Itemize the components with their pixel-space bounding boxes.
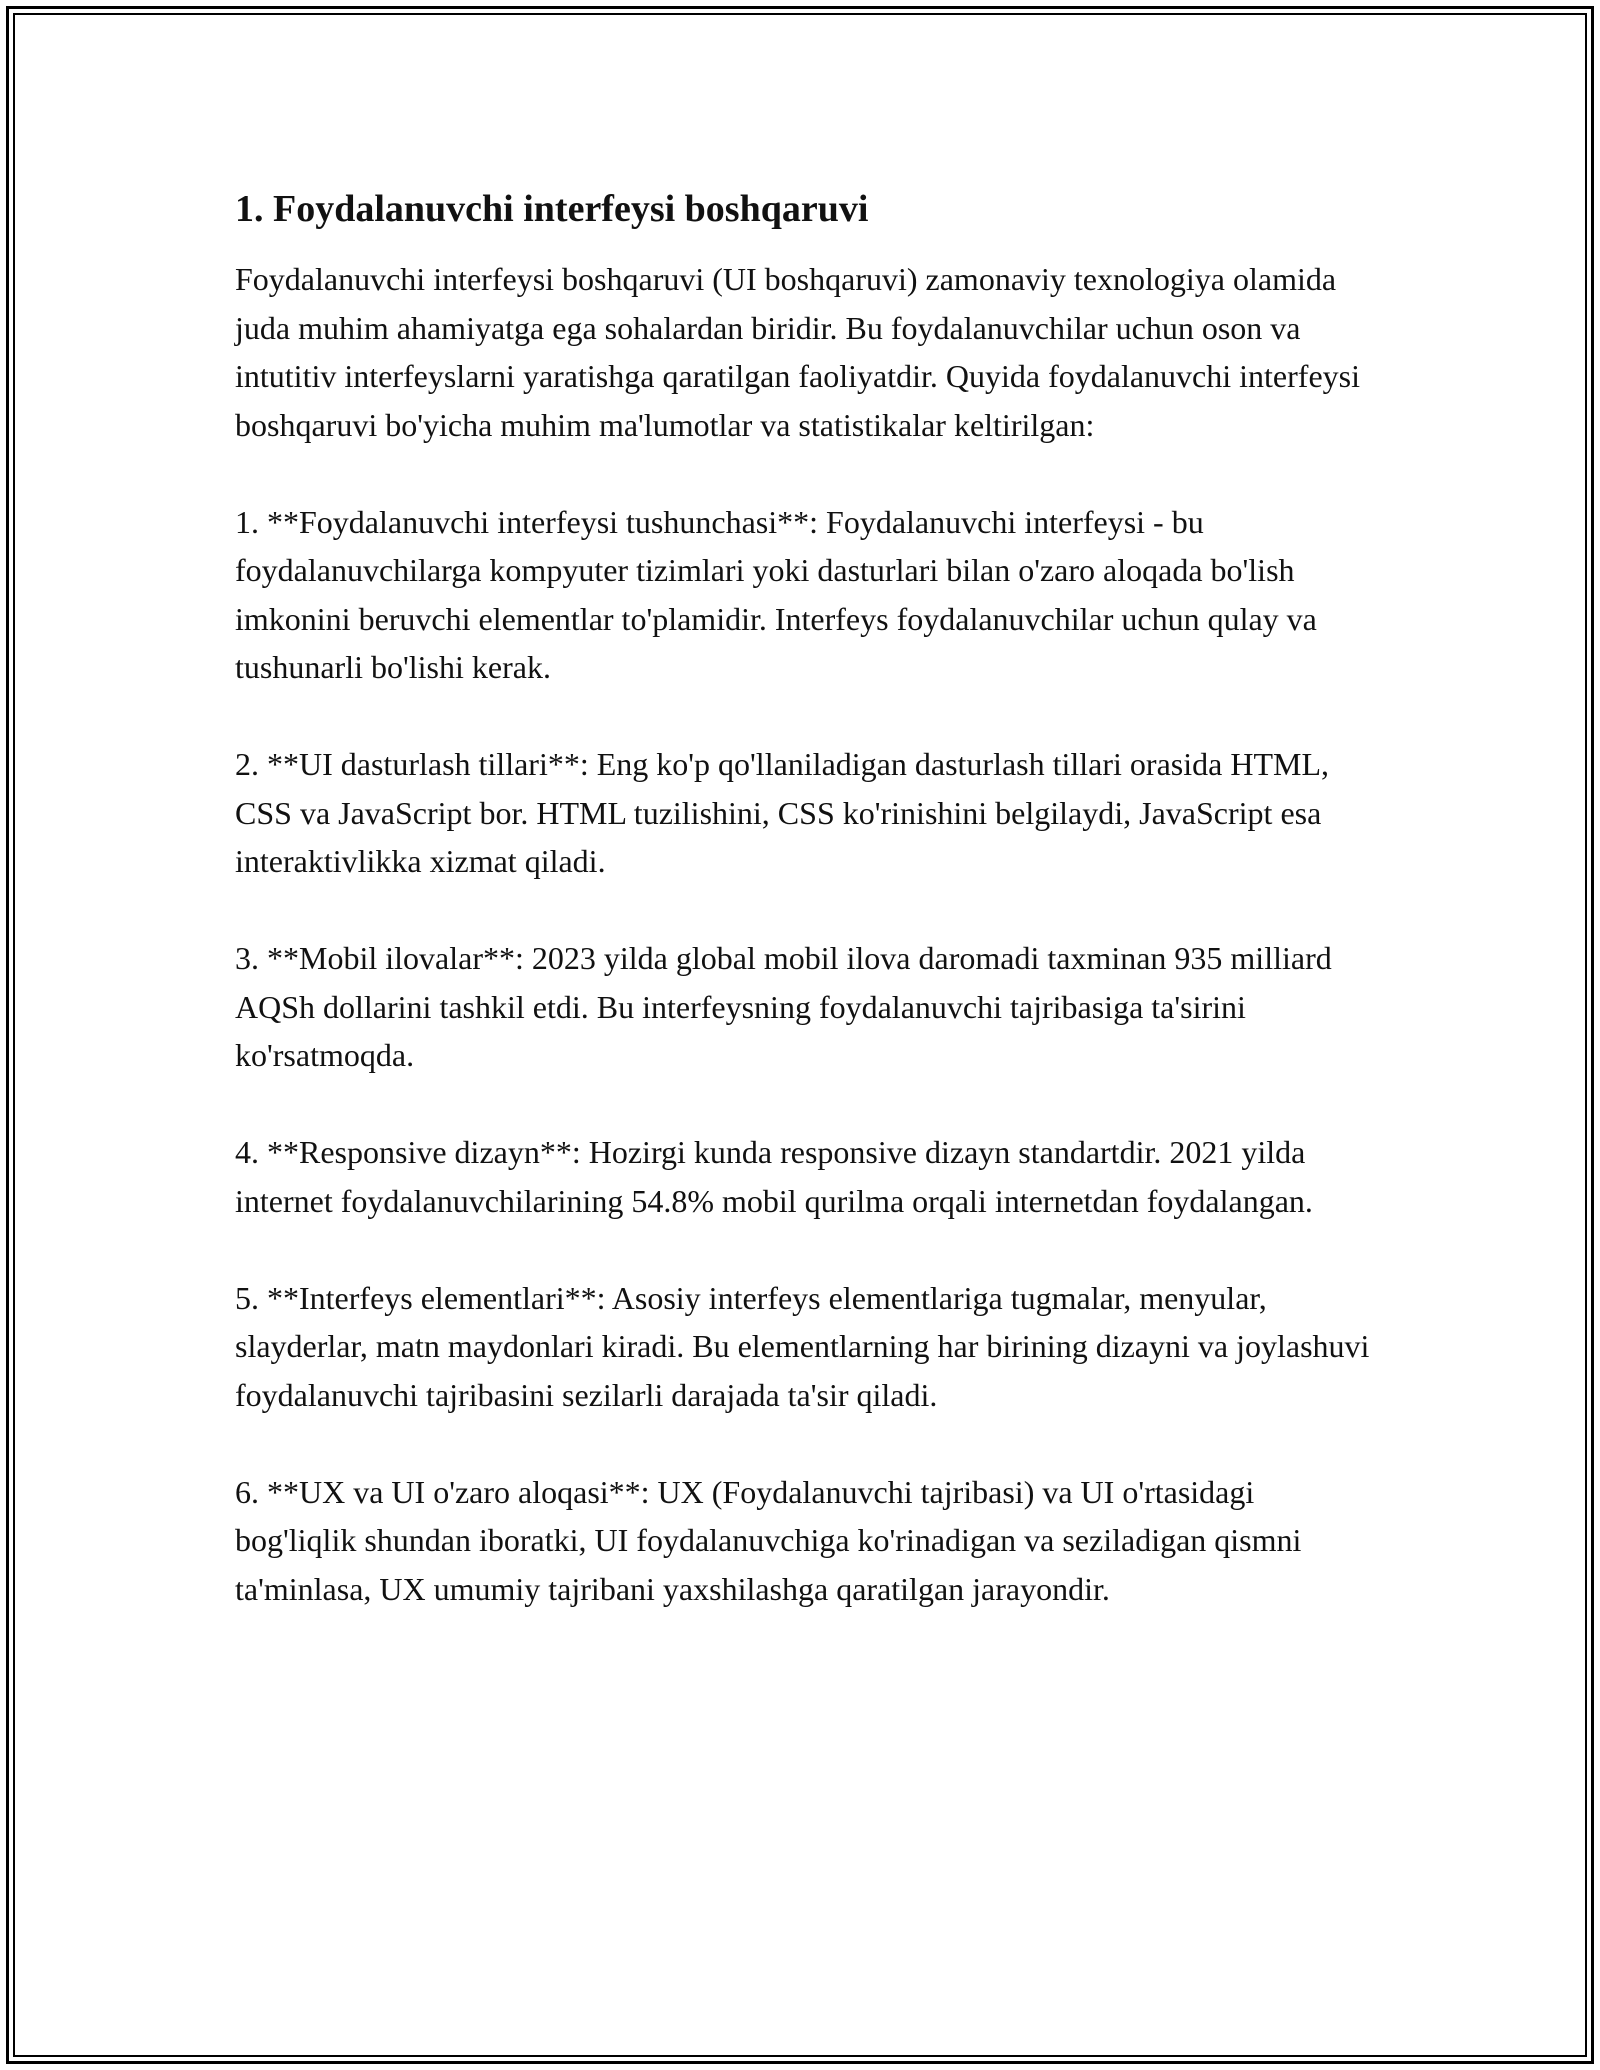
document-title: 1. Foydalanuvchi interfeysi boshqaruvi <box>235 188 869 230</box>
document-body <box>235 185 1375 1662</box>
list-item-mobile-apps: 3. **Mobil ilovalar**: 2023 yilda global mobil ilova daromadi taxminan 935 milliard AQSh dollarini tashkil etdi. Bu interfeysning foydalanuvchi tajribasiga ta'sirini ko'rsatmoqda. <box>235 940 1332 1073</box>
intro-paragraph: Foydalanuvchi interfeysi boshqaruvi (UI boshqaruvi) zamonaviy texnologiya olamida juda muhim ahamiyatga ega sohalardan biridir. Bu foydalanuvchilar uchun oson va intutitiv interfeyslarni yaratishga qaratilgan faoliyatdir. Quyida foydalanuvchi interfeysi boshqaruvi bo'yicha muhim ma'lumotlar va statistikalar keltirilgan: <box>235 261 1360 443</box>
list-item-interface-elements: 5. **Interfeys elementlari**: Asosiy interfeys elementlariga tugmalar, menyular, slayderlar, matn maydonlari kiradi. Bu elementlarning har birining dizayni va joylashuvi foydalanuvchi tajribasini sezilarli darajada ta'sir qiladi. <box>235 1279 1370 1413</box>
list-item-ui-languages: 2. **UI dasturlash tillari**: Eng ko'p qo'llaniladigan dasturlash tillari orasida HTML, CSS va JavaScript bor. HTML tuzilishini, CSS ko'rinishini belgilaydi, JavaScript esa interaktivlikka xizmat qiladi. <box>235 746 1329 879</box>
list-item-ui-concept: 1. **Foydalanuvchi interfeysi tushunchasi**: Foydalanuvchi interfeysi - bu foydalanuvchilarga kompyuter tizimlari yoki dasturlari bilan o'zaro aloqada bo'lish imkonini beruvchi elementlar to'plamidir. Interfeys foydalanuvchilar uchun qulay va tushunarli bo'lishi kerak. <box>235 503 1317 685</box>
list-item-responsive-design: 4. **Responsive dizayn**: Hozirgi kunda responsive dizayn standartdir. 2021 yilda internet foydalanuvchilarining 54.8% mobil qurilma orqali internetdan foydalangan. <box>235 1134 1313 1219</box>
list-item-ux-ui-relation: 6. **UX va UI o'zaro aloqasi**: UX (Foydalanuvchi tajribasi) va UI o'rtasidagi bog'liqlik shundan iboratki, UI foydalanuvchiga ko'rinadigan va seziladigan qismni ta'minlasa, UX umumiy tajribani yaxshilashga qaratilgan jarayondir. <box>235 1473 1302 1607</box>
